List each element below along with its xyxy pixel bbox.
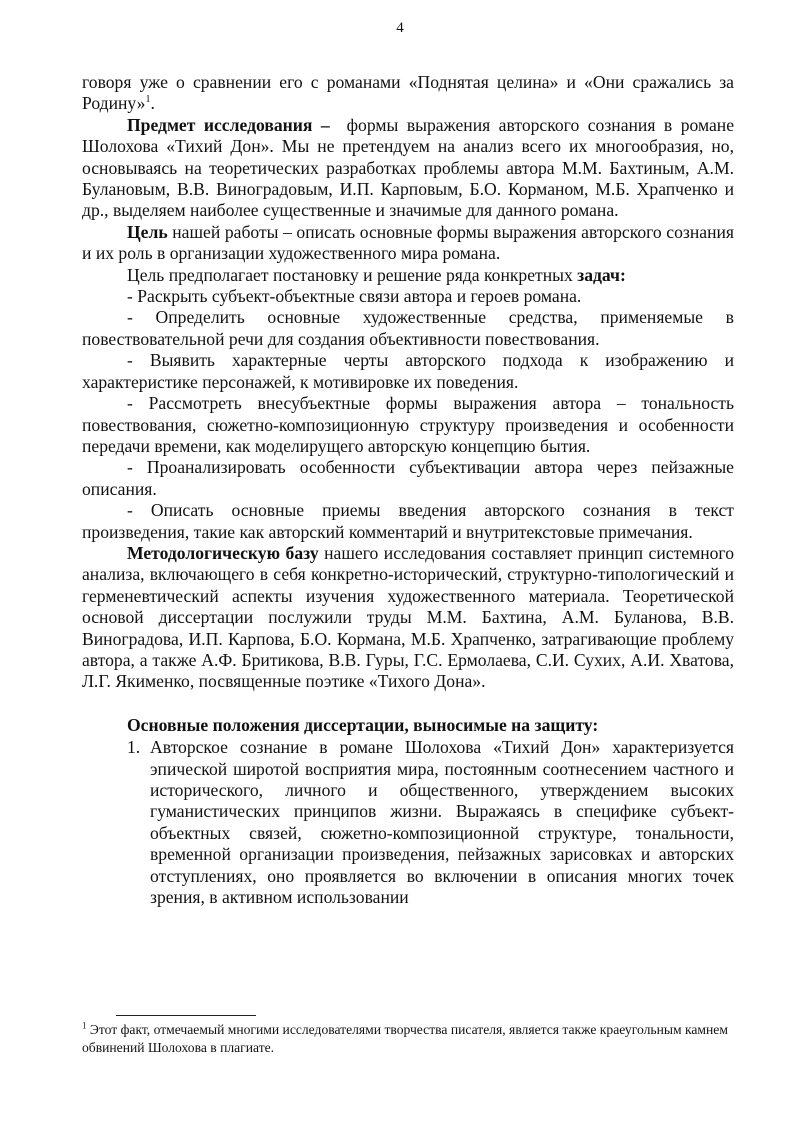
footnote-separator — [116, 1015, 256, 1016]
tasks-intro-paragraph — [82, 265, 734, 286]
goal-text: нашей работы – описать основные формы выражения авторского сознания и их роль в организации художественного мира романа. — [82, 221, 734, 264]
footnote-reference: 1 — [145, 94, 151, 106]
footnote-text: Этот факт, отмечаемый многими исследователями творчества писателя, является также краеугольным камнем обвинений Шолохова в плагиате. — [82, 1022, 728, 1055]
thesis-text: Авторское сознание в романе Шолохова «Тихий Дон» характеризуется эпической широтой восприятия мира, постоянным соотнесением частного и исторического, личного и общественного, утверждением высоких гуманистических принципов жизни. Выражаясь в специфике субъект-объектных связей, сюжетно-композиционной структуре, тональности, временной организации произведения, пейзажных зарисовках и авторских отступлениях, оно проявляется во включении в описания многих точек зрения, в активном использовании — [150, 737, 734, 908]
tasks-intro-text: Цель предполагает постановку и решение ряда конкретных — [127, 264, 573, 285]
footnote-mark: 1 — [82, 1020, 87, 1031]
methodology-text: нашего исследования составляет принцип системного анализа, включающего в себя конкретно-исторический, структурно-типологический и герменевтический аспекты изучения художественного материала. Теоретической основой диссертации послужили труды М.М. Бахтина, А.М. Буланова, В.В. Виноградова, И.П. Карпова, Б.О. Кормана, М.Б. Храпченко, затрагивающие проблему автора, а также А.Ф. Бритикова, В.В. Гуры, Г.С. Ермолаева, С.И. Сухих, А.И. Хватова, Л.Г. Якименко, посвященные поэтике «Тихого Дона». — [82, 542, 735, 692]
subject-text: формы выражения авторского сознания в романе Шолохова «Тихий Дон». Мы не претендуем на анализ всего их многообразия, но, основываясь на теоретических разработках проблемы автора М.М. Бахтиным, А.М. Булановым, В.В. Виноградовым, И.П. Карповым, Б.О. Корманом, М.Б. Храпченко и др., выделяем наиболее существенные и значимые для данного романа. — [82, 114, 734, 221]
intro-continuation-text: говоря уже о сравнении его с романами «Поднятая целина» и «Они сражались за Родину» — [82, 72, 734, 114]
theses-heading — [82, 715, 734, 736]
thesis-item — [82, 737, 734, 908]
tasks-label: задач: — [577, 264, 626, 285]
subject-label: Предмет исследования – — [127, 114, 330, 135]
thesis-number: 1. — [127, 737, 141, 758]
methodology-label: Методологическую базу — [127, 542, 319, 563]
task-item: - Выявить характерные черты авторского подхода к изображению и характеристике персонажей, к мотивировке их поведения. — [82, 350, 734, 392]
methodology-paragraph — [82, 543, 734, 693]
intro-continuation-paragraph: говоря уже о сравнении его с романами «Поднятая целина» и «Они сражались за Родину»$^1$. — [82, 72, 734, 114]
task-item: - Раскрыть субъект-объектные связи автора и героев романа. — [127, 286, 582, 307]
task-item: - Определить основные художественные средства, применяемые в повествовательной речи для создания объективности повествования. — [82, 307, 734, 349]
page-number: 4 — [396, 20, 404, 36]
goal-label: Цель — [127, 221, 168, 242]
theses-title: Основные положения диссертации, выносимые на защиту: — [127, 714, 599, 735]
task-item: - Проанализировать особенности субъективации автора через пейзажные описания. — [82, 457, 734, 499]
goal-paragraph — [82, 222, 734, 265]
task-item: - Описать основные приемы введения авторского сознания в текст произведения, такие как авторский комментарий и внутритекстовые примечания. — [82, 500, 734, 542]
main-text — [82, 72, 734, 908]
footnote — [82, 1021, 734, 1057]
subject-paragraph — [82, 115, 734, 222]
task-item: - Рассмотреть внесубъектные формы выражения автора – тональность повествования, сюжетно-композиционную структуру произведения и особенности передачи времени, как моделирущего авторскую концепцию бытия. — [82, 393, 734, 456]
